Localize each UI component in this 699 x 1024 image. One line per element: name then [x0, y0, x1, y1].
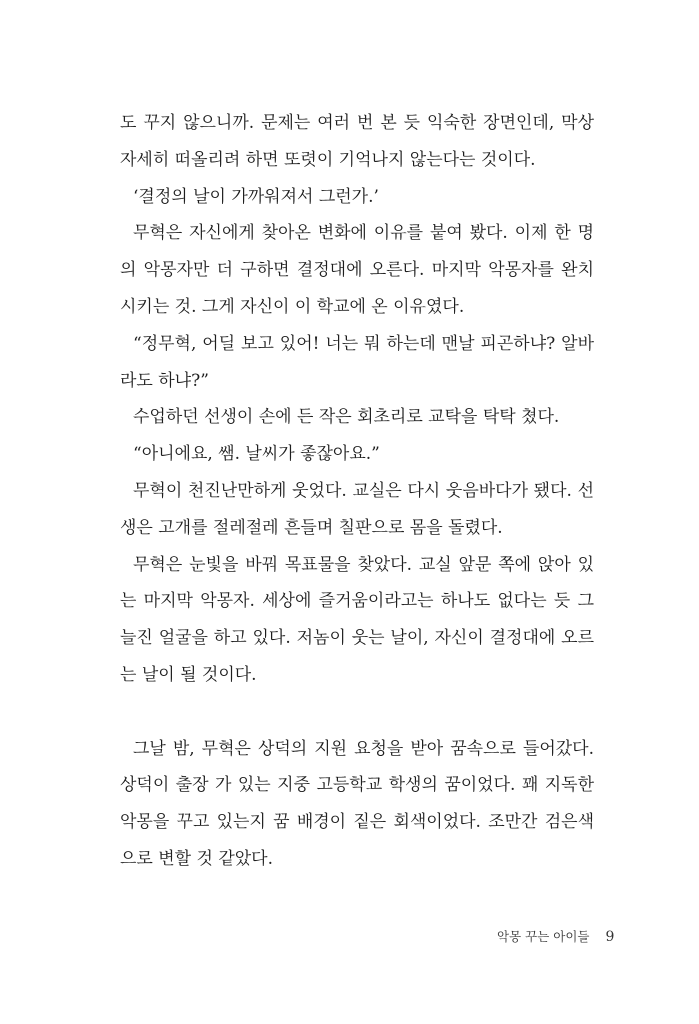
paragraph	[120, 326, 594, 400]
text-line: 자세히 떠올리려 하면 또렷이 기억나지 않는다는 것이다.	[120, 149, 536, 170]
text-line: “아니에요, 쌤. 날씨가 좋잖아요.”	[133, 444, 380, 465]
text-line: 상덕이 출장 가 있는 지중 고등학교 학생의 꿈이었다. 꽤 지독한	[120, 775, 594, 796]
page-number: 9	[605, 929, 615, 945]
text-line: 의 악몽자만 더 구하면 결정대에 오른다. 마지막 악몽자를 완치	[120, 260, 594, 281]
text-line: 시키는 것. 그게 자신이 이 학교에 온 이유였다.	[120, 296, 465, 317]
text-line: 무혁은 자신에게 찾아온 변화에 이유를 붙여 봤다. 이제 한 명	[133, 223, 594, 244]
body-text	[120, 105, 594, 878]
text-line: 그날 밤, 무혁은 상덕의 지원 요청을 받아 꿈속으로 들어갔다.	[133, 738, 594, 759]
running-title: 악몽 꾸는 아이들	[497, 929, 590, 944]
text-line: 도 꾸지 않으니까. 문제는 여러 번 본 듯 익숙한 장면인데, 막상	[120, 113, 594, 133]
text-line: 라도 하냐?”	[120, 370, 209, 391]
paragraph	[120, 105, 594, 179]
paragraph	[120, 215, 594, 325]
text-line: 는 날이 될 것이다.	[120, 664, 257, 685]
paragraph	[120, 731, 594, 878]
text-line: 무혁이 천진난만하게 웃었다. 교실은 다시 웃음바다가 됐다. 선	[133, 480, 594, 501]
section-break	[120, 694, 594, 731]
text-line: 무혁은 눈빛을 바꿔 목표물을 찾았다. 교실 앞문 쪽에 앉아 있	[133, 554, 594, 575]
paragraph	[120, 399, 594, 436]
text-line: 생은 고개를 절레절레 흔들며 칠판으로 몸을 돌렸다.	[120, 517, 503, 538]
paragraph	[120, 547, 594, 694]
text-line: 늘진 얼굴을 하고 있다. 저놈이 웃는 날이, 자신이 결정대에 오르	[120, 628, 594, 649]
paragraph	[120, 436, 594, 473]
text-line: 으로 변할 것 같았다.	[120, 848, 273, 869]
text-line: 수업하던 선생이 손에 든 작은 회초리로 교탁을 탁탁 쳤다.	[133, 407, 560, 428]
text-line: 악몽을 꾸고 있는지 꿈 배경이 짙은 회색이었다. 조만간 검은색	[120, 812, 594, 833]
text-line: ‘결정의 날이 가까워져서 그런가.’	[133, 186, 379, 207]
paragraph	[120, 179, 594, 216]
text-line: “정무혁, 어딜 보고 있어! 너는 뭐 하는데 맨날 피곤하냐? 알바	[133, 333, 594, 354]
paragraph	[120, 473, 594, 547]
text-line: 는 마지막 악몽자. 세상에 즐거움이라고는 하나도 없다는 듯 그	[120, 591, 594, 612]
page-footer	[497, 927, 614, 947]
